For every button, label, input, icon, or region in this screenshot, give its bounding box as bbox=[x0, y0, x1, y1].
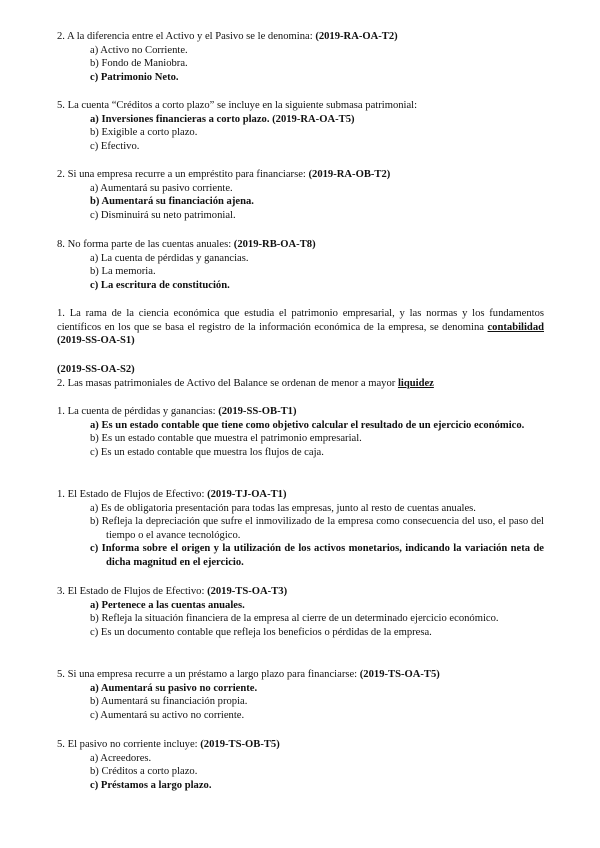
question-stem: 2. Si una empresa recurre a un empréstito para financiarse: (2019-RA-OB-T2) bbox=[57, 169, 391, 180]
option-c: c) Es un estado contable que muestra los flujos de caja. bbox=[90, 446, 324, 458]
option-a-correct: a) Pertenece a las cuentas anuales. bbox=[90, 599, 245, 611]
question-code: (2019-TS-OB-T5) bbox=[200, 739, 280, 750]
question-7 bbox=[57, 405, 544, 459]
option-b-correct: b) Aumentará su financiación ajena. bbox=[90, 196, 254, 208]
option-c-correct: c) La escritura de constitución. bbox=[90, 279, 230, 291]
question-11 bbox=[57, 738, 544, 792]
option-b: b) Aumentará su financiación propia. bbox=[90, 696, 248, 708]
question-code: (2019-TS-OA-T3) bbox=[207, 586, 288, 597]
question-code: (2019-SS-OA-S2) bbox=[57, 364, 135, 375]
question-10 bbox=[57, 668, 544, 722]
question-stem: 1. La rama de la ciencia económica que estudia el patrimonio empresarial, y las normas y los fundamentos científicos en los que se basa el registro de la información económica de la empresa, se denomina contabilidad (2019-SS-OA-S1) bbox=[57, 308, 545, 347]
question-stem: 3. El Estado de Flujos de Efectivo: (2019-TS-OA-T3) bbox=[57, 586, 288, 597]
question-code: (2019-RA-OB-T2) bbox=[308, 169, 391, 180]
question-4 bbox=[57, 238, 544, 292]
question-code: (2019-RA-OA-T5) bbox=[272, 113, 355, 125]
option-a: a) Aumentará su pasivo corriente. bbox=[90, 182, 233, 194]
question-stem: 2. Las masas patrimoniales de Activo del Balance se ordenan de menor a mayor liquidez bbox=[57, 377, 434, 389]
option-b: b) Créditos a corto plazo. bbox=[90, 766, 198, 778]
option-c-correct: c) Informa sobre el origen y la utilización de los activos monetarios, indicando la variación neta de dicha magnitud en el ejercicio. bbox=[90, 543, 544, 568]
question-code: (2019-TJ-OA-T1) bbox=[207, 489, 287, 500]
option-a: a) La cuenta de pérdidas y ganancias. bbox=[90, 252, 249, 264]
option-a-correct: a) Aumentará su pasivo no corriente. bbox=[90, 682, 258, 694]
option-b: b) Es un estado contable que muestra el patrimonio empresarial. bbox=[90, 433, 362, 445]
question-stem: 5. Si una empresa recurre a un préstamo a largo plazo para financiarse: (2019-TS-OA-T5) bbox=[57, 669, 440, 680]
option-a: a) Activo no Corriente. bbox=[90, 44, 188, 56]
question-stem: 1. La cuenta de pérdidas y ganancias: (2019-SS-OB-T1) bbox=[57, 406, 297, 417]
question-code: (2019-SS-OB-T1) bbox=[218, 406, 297, 417]
option-c: c) Es un documento contable que refleja los beneficios o pérdidas de la empresa. bbox=[90, 626, 432, 638]
question-stem: 1. El Estado de Flujos de Efectivo: (2019-TJ-OA-T1) bbox=[57, 489, 287, 500]
option-c-correct: c) Patrimonio Neto. bbox=[90, 71, 179, 83]
option-c: c) Efectivo. bbox=[90, 140, 140, 152]
question-code: (2019-RA-OA-T2) bbox=[315, 31, 398, 42]
option-a: a) Es de obligatoria presentación para todas las empresas, junto al resto de cuentas anuales. bbox=[90, 502, 476, 514]
option-c: c) Disminuirá su neto patrimonial. bbox=[90, 209, 236, 221]
answer-keyword: contabilidad bbox=[487, 321, 545, 333]
question-code: (2019-SS-OA-S1) bbox=[57, 335, 135, 347]
answer-keyword: liquidez bbox=[397, 377, 434, 389]
option-b: b) Refleja la depreciación que sufre el inmovilizado de la empresa como consecuencia del uso, el paso del tiempo o el avance tecnológico. bbox=[90, 516, 544, 541]
question-1 bbox=[57, 30, 544, 84]
question-6 bbox=[57, 363, 544, 390]
question-stem: 2. A la diferencia entre el Activo y el Pasivo se le denomina: (2019-RA-OA-T2) bbox=[57, 31, 398, 42]
option-b: b) La memoria. bbox=[90, 266, 156, 278]
question-9 bbox=[57, 585, 544, 639]
option-a-correct: a) Inversiones financieras a corto plazo. (2019-RA-OA-T5) bbox=[90, 113, 355, 125]
question-stem: 8. No forma parte de las cuentas anuales: (2019-RB-OA-T8) bbox=[57, 239, 316, 250]
question-stem: 5. La cuenta “Créditos a corto plazo” se incluye en la siguiente submasa patrimonial: bbox=[57, 100, 418, 111]
question-5 bbox=[57, 307, 544, 348]
question-code: (2019-TS-OA-T5) bbox=[359, 669, 440, 680]
question-3 bbox=[57, 168, 544, 222]
question-8 bbox=[57, 488, 544, 570]
option-c: c) Aumentará su activo no corriente. bbox=[90, 709, 245, 721]
question-2 bbox=[57, 99, 544, 153]
option-a: a) Acreedores. bbox=[90, 752, 152, 764]
option-a-correct: a) Es un estado contable que tiene como objetivo calcular el resultado de un ejercicio económico. bbox=[90, 419, 525, 431]
option-c-correct: c) Préstamos a largo plazo. bbox=[90, 779, 212, 791]
question-stem: 5. El pasivo no corriente incluye: (2019-TS-OB-T5) bbox=[57, 739, 280, 750]
option-b: b) Fondo de Maniobra. bbox=[90, 58, 188, 70]
question-code: (2019-RB-OA-T8) bbox=[233, 239, 316, 250]
option-b: b) Exigible a corto plazo. bbox=[90, 127, 198, 139]
option-b: b) Refleja la situación financiera de la empresa al cierre de un determinado ejercicio económico. bbox=[90, 613, 499, 625]
